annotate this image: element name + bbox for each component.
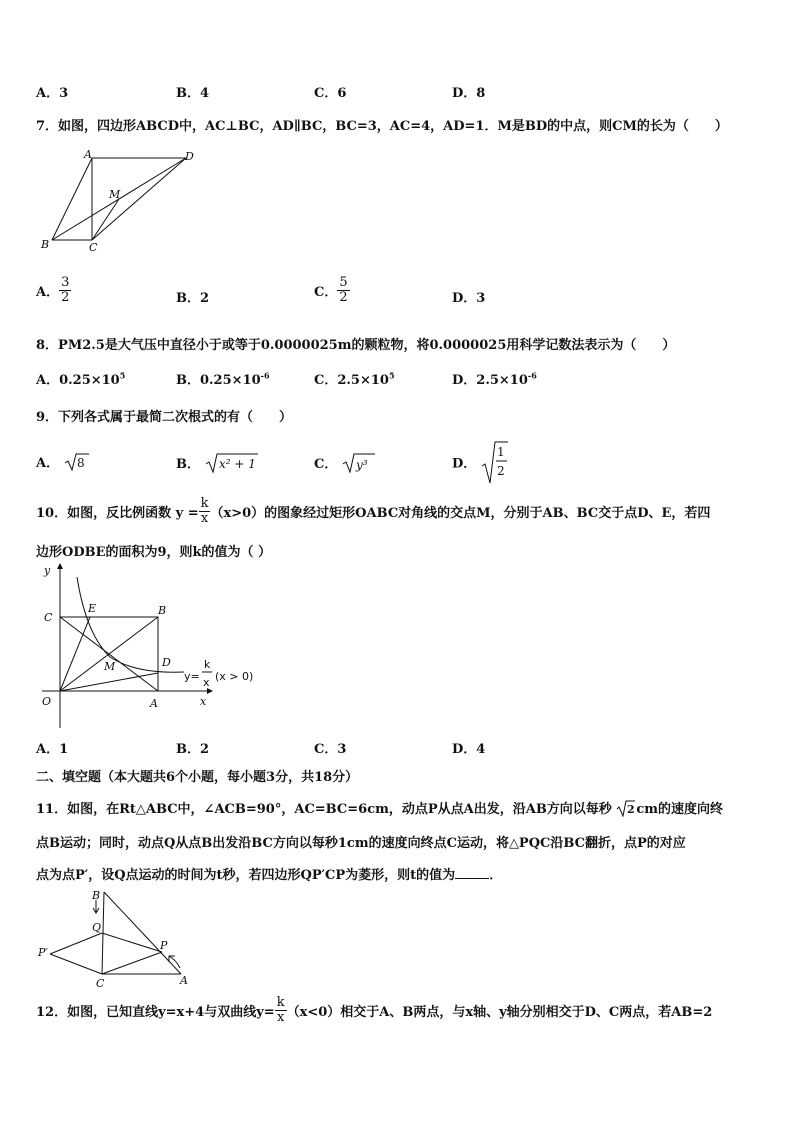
- q7-stem: 7．如图，四边形ABCD中，AC⊥BC，AD∥BC，BC=3，AC=4，AD=1．M是BD的中点，则CM的长为（ ）: [36, 119, 728, 134]
- q11-line2: 点B运动；同时，动点Q从点B出发沿BC方向以每秒1cm的速度向终点C运动，将△PQC沿BC翻折，点P的对应: [36, 836, 686, 851]
- q10-option-d: D．4: [452, 742, 486, 757]
- q8-option-a: A．$0.25\times 10^5$: [36, 370, 126, 388]
- svg-text:y³: y³: [355, 458, 368, 472]
- svg-text:8: 8: [76, 456, 85, 470]
- q7-option-d: D．3: [452, 291, 486, 306]
- q6-option-d: D．8: [452, 86, 486, 101]
- q11-radical: [616, 799, 636, 817]
- q8-option-c: C．$2.5\times 10^5$: [314, 370, 395, 388]
- q10-label-y: y: [44, 564, 51, 577]
- q10-func-num: k: [204, 658, 211, 671]
- q10-label-a: A: [150, 697, 158, 710]
- q10-figure: [36, 562, 266, 732]
- q10-label-b: B: [158, 604, 167, 617]
- q8-option-b: B．$0.25\times 10^{-6}$: [176, 370, 270, 388]
- q10-func-den: x: [203, 676, 210, 689]
- q9-a-radical: [64, 452, 90, 472]
- q10-label-o: O: [42, 695, 52, 708]
- q11-figure: [36, 886, 196, 992]
- q9-stem: 9．下列各式属于最简二次根式的有（ ）: [36, 410, 293, 425]
- q9-option-b: B． x² + 1: [176, 452, 259, 474]
- q10-func-cond: (x > 0): [215, 670, 254, 683]
- q11-label-q: Q: [92, 921, 102, 934]
- q6-option-c: C．6: [314, 86, 347, 101]
- q11-line3: 点为点P′，设Q点运动的时间为t秒，若四边形QP′CP为菱形，则t的值为 ．: [36, 868, 503, 883]
- q10-func-prefix: y=: [184, 670, 200, 683]
- q7-option-a: A． $\frac{3}{2}$: [36, 275, 70, 305]
- q10-label-c: C: [44, 611, 53, 624]
- q8-stem: 8．PM2.5是大气压中直径小于或等于0.0000025m的颗粒物，将0.0000025用科学记数法表示为（ ）: [36, 338, 676, 353]
- svg-text:x² + 1: x² + 1: [218, 457, 256, 471]
- q11-label-a: A: [180, 974, 188, 987]
- q9-c-radical: [342, 452, 376, 474]
- svg-text:2: 2: [496, 464, 505, 478]
- q7-label-c: C: [89, 241, 98, 254]
- q7-label-b: B: [41, 238, 50, 251]
- q11-label-p: P: [160, 939, 168, 952]
- q11-line1: 11．如图，在Rt△ABC中，∠ACB=90°，AC=BC=6cm，动点P从点A出发，沿AB方向以每秒 2 cm的速度向终: [36, 798, 723, 817]
- q10-option-b: B．2: [176, 742, 210, 757]
- q10-label-e: E: [88, 602, 97, 615]
- q10-option-a: A．1: [36, 742, 69, 757]
- svg-text:1: 1: [496, 445, 505, 459]
- q8-option-d: D．$2.5\times 10^{-6}$: [452, 370, 537, 388]
- q11-label-b: B: [92, 889, 101, 902]
- q9-option-c: C． y³: [314, 452, 376, 474]
- q10-label-d: D: [162, 656, 171, 669]
- q10-stem-line2: 边形ODBE的面积为9，则k的值为（ ）: [36, 545, 272, 560]
- q7-label-d: D: [185, 150, 194, 163]
- q11-label-c: C: [96, 977, 105, 990]
- q7-option-c: C． $\frac{5}{2}$: [314, 275, 348, 305]
- q7-figure: [38, 148, 208, 254]
- q10-stem-line1: 10．如图，反比例函数 y = $\frac{k}{x}$ （x>0）的图象经过矩形OABC对角线的交点M，分别于AB、BC交于点D、E，若四: [36, 496, 711, 526]
- q12-stem: 12．如图，已知直线y=x+4与双曲线y= $\frac{k}{x}$ （x<0）相交于A、B两点，与x轴、y轴分别相交于D、C两点，若AB=2: [36, 995, 713, 1025]
- q11-label-pprime: P′: [38, 946, 48, 959]
- q9-option-d: D． 1 2: [452, 440, 509, 484]
- q7-label-a: A: [84, 148, 92, 161]
- q9-d-radical: [481, 440, 509, 484]
- q10-label-x: x: [200, 695, 207, 708]
- q9-option-a: A． 8: [36, 452, 90, 472]
- svg-text:2: 2: [627, 803, 635, 816]
- q11-answer-blank[interactable]: [455, 866, 489, 879]
- q10-option-c: C．3: [314, 742, 347, 757]
- q10-label-m: M: [104, 660, 116, 673]
- q7-label-m: M: [109, 188, 121, 201]
- q6-option-b: B．4: [176, 86, 210, 101]
- q7-option-b: B．2: [176, 291, 210, 306]
- q9-b-radical: [205, 452, 259, 474]
- section2-title: 二、填空题（本大题共6个小题，每小题3分，共18分）: [36, 770, 359, 785]
- q6-option-a: A．3: [36, 86, 69, 101]
